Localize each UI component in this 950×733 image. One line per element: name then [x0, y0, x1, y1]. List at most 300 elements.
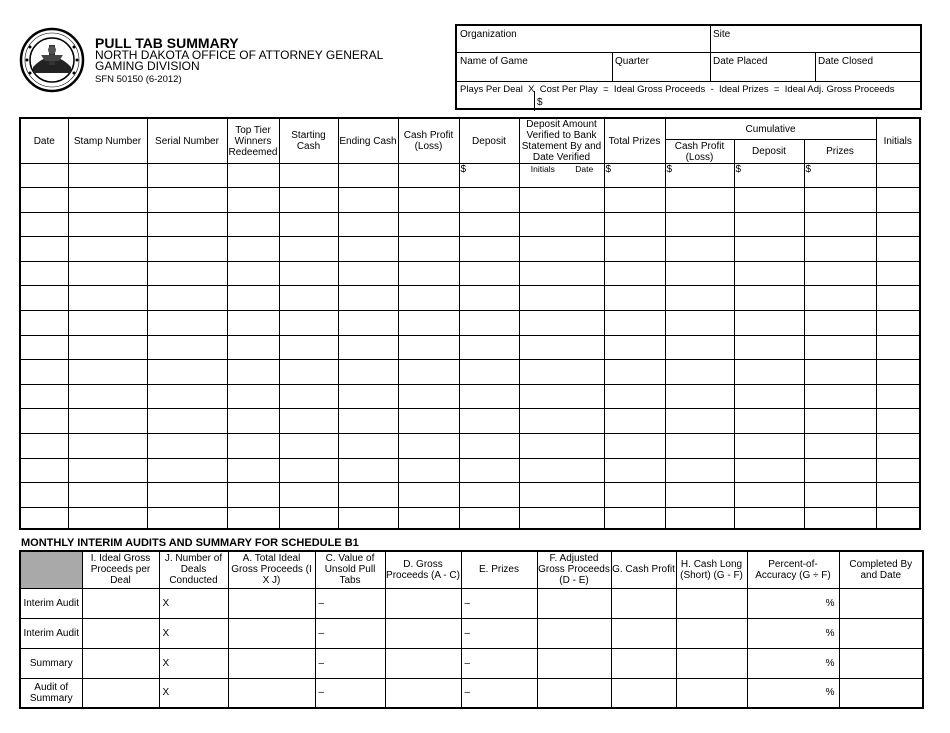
entry-cell[interactable] — [604, 507, 665, 529]
entry-cell[interactable] — [279, 458, 338, 483]
audit-entry-cell[interactable] — [676, 678, 747, 708]
audit-mark: – — [318, 597, 325, 609]
entry-cell[interactable] — [665, 360, 734, 385]
col-cumulative: Cumulative — [665, 118, 876, 140]
audit-entry-cell[interactable] — [839, 618, 923, 648]
entry-cell[interactable] — [519, 261, 604, 286]
table-row — [20, 261, 920, 286]
entry-cell[interactable] — [876, 237, 920, 262]
entry-cell[interactable] — [459, 212, 519, 237]
audit-entry-cell[interactable] — [611, 678, 676, 708]
entry-cell[interactable] — [338, 188, 398, 213]
entry-cell[interactable] — [519, 237, 604, 262]
entry-cell[interactable] — [804, 483, 876, 508]
entry-cell[interactable] — [68, 433, 147, 458]
entry-cell[interactable] — [227, 483, 279, 508]
entry-cell[interactable] — [459, 483, 519, 508]
audit-entry-cell[interactable] — [159, 618, 228, 648]
entry-cell[interactable] — [68, 261, 147, 286]
entry-cell[interactable] — [279, 261, 338, 286]
entry-cell[interactable] — [20, 286, 68, 311]
entry-cell[interactable] — [398, 310, 459, 335]
form-title: PULL TAB SUMMARY — [95, 35, 239, 51]
entry-cell[interactable] — [459, 261, 519, 286]
entry-cell[interactable] — [227, 310, 279, 335]
state-seal-icon — [19, 27, 85, 93]
entry-cell[interactable] — [876, 261, 920, 286]
entry-cell[interactable] — [604, 237, 665, 262]
entry-cell[interactable] — [20, 507, 68, 529]
entry-cell[interactable] — [279, 409, 338, 434]
entry-cell[interactable] — [20, 310, 68, 335]
audit-col-header: F. Adjusted Gross Proceeds (D - E) — [537, 551, 611, 588]
cum-cash-profit-cell[interactable]: $ — [665, 164, 734, 188]
entry-cell[interactable] — [398, 335, 459, 360]
entry-cell[interactable] — [665, 384, 734, 409]
entry-cell[interactable] — [279, 483, 338, 508]
entry-cell[interactable] — [398, 483, 459, 508]
entry-cell[interactable] — [665, 409, 734, 434]
entry-cell[interactable] — [876, 409, 920, 434]
entry-cell[interactable] — [68, 458, 147, 483]
entry-cell[interactable] — [734, 507, 804, 529]
audit-entry-cell[interactable] — [385, 678, 461, 708]
date-closed-field[interactable]: Date Closed — [818, 56, 874, 67]
entry-cell[interactable] — [665, 188, 734, 213]
entry-cell[interactable] — [147, 409, 227, 434]
entry-cell[interactable] — [398, 286, 459, 311]
entry-cell[interactable] — [398, 360, 459, 385]
audit-row — [20, 618, 923, 648]
entry-cell[interactable] — [68, 335, 147, 360]
audit-entry-cell[interactable] — [461, 648, 537, 678]
entry-cell[interactable] — [227, 433, 279, 458]
entry-cell[interactable] — [338, 310, 398, 335]
audit-entry-cell[interactable] — [82, 618, 159, 648]
audit-entry-cell[interactable] — [228, 648, 315, 678]
audit-entry-cell[interactable] — [611, 588, 676, 618]
entry-cell[interactable] — [227, 507, 279, 529]
entry-cell[interactable] — [68, 188, 147, 213]
audit-entry-cell[interactable] — [611, 618, 676, 648]
entry-cell[interactable] — [68, 360, 147, 385]
entry-cell[interactable] — [876, 188, 920, 213]
entry-cell[interactable] — [338, 507, 398, 529]
entry-cell[interactable] — [398, 212, 459, 237]
entry-cell[interactable] — [338, 335, 398, 360]
entry-cell[interactable] — [338, 237, 398, 262]
entry-cell[interactable] — [147, 335, 227, 360]
entry-cell[interactable] — [604, 360, 665, 385]
entry-cell[interactable] — [665, 483, 734, 508]
audit-mark: % — [825, 657, 835, 669]
entry-cell[interactable] — [20, 164, 68, 188]
audit-entry-cell[interactable] — [82, 648, 159, 678]
entry-cell[interactable] — [279, 237, 338, 262]
entry-cell[interactable] — [147, 384, 227, 409]
entry-cell[interactable] — [665, 286, 734, 311]
entry-cell[interactable] — [147, 188, 227, 213]
entry-cell[interactable] — [279, 286, 338, 311]
entry-cell[interactable] — [604, 261, 665, 286]
entry-cell[interactable] — [279, 384, 338, 409]
audit-entry-cell[interactable] — [747, 618, 839, 648]
entry-cell[interactable] — [338, 360, 398, 385]
entry-cell[interactable] — [804, 286, 876, 311]
audit-row — [20, 588, 923, 618]
entry-cell[interactable] — [147, 212, 227, 237]
entry-cell[interactable] — [459, 335, 519, 360]
audit-entry-cell[interactable] — [385, 648, 461, 678]
audit-entry-cell[interactable] — [537, 618, 611, 648]
entry-cell[interactable] — [227, 384, 279, 409]
table-row — [20, 310, 920, 335]
entry-cell[interactable] — [279, 360, 338, 385]
entry-cell[interactable] — [604, 335, 665, 360]
audit-entry-cell[interactable] — [82, 588, 159, 618]
entry-cell[interactable] — [665, 261, 734, 286]
audit-section-title: MONTHLY INTERIM AUDITS AND SUMMARY FOR SCHEDULE B1 — [21, 537, 359, 549]
entry-cell[interactable] — [519, 458, 604, 483]
entry-cell[interactable] — [147, 310, 227, 335]
audit-entry-cell[interactable] — [676, 588, 747, 618]
entry-cell[interactable] — [459, 409, 519, 434]
audit-mark: – — [318, 627, 325, 639]
entry-cell[interactable] — [20, 188, 68, 213]
entry-cell[interactable] — [804, 212, 876, 237]
entry-cell[interactable] — [227, 286, 279, 311]
entry-cell[interactable] — [68, 286, 147, 311]
entry-cell[interactable] — [519, 483, 604, 508]
entry-cell[interactable] — [20, 483, 68, 508]
organization-field[interactable]: Organization — [460, 29, 517, 40]
entry-cell[interactable] — [519, 384, 604, 409]
entry-cell[interactable] — [519, 409, 604, 434]
col-stamp-number: Stamp Number — [68, 118, 147, 164]
entry-cell[interactable] — [20, 360, 68, 385]
entry-cell[interactable] — [20, 384, 68, 409]
entry-cell[interactable] — [519, 335, 604, 360]
entry-cell[interactable] — [804, 310, 876, 335]
audit-table — [19, 550, 924, 709]
entry-cell[interactable] — [398, 433, 459, 458]
entry-cell[interactable] — [398, 384, 459, 409]
audit-entry-cell[interactable] — [839, 588, 923, 618]
entry-cell[interactable] — [604, 384, 665, 409]
entry-cell[interactable] — [20, 409, 68, 434]
audit-entry-cell[interactable] — [315, 678, 385, 708]
entry-cell[interactable] — [876, 164, 920, 188]
audit-entry-cell[interactable] — [315, 588, 385, 618]
entry-cell[interactable] — [876, 433, 920, 458]
info-box — [455, 24, 922, 110]
table-row — [20, 360, 920, 385]
audit-col-header: J. Number of Deals Conducted — [159, 551, 228, 588]
entry-cell[interactable] — [734, 286, 804, 311]
entry-cell[interactable] — [604, 483, 665, 508]
entry-cell[interactable] — [20, 458, 68, 483]
entry-cell[interactable] — [279, 310, 338, 335]
audit-entry-cell[interactable] — [159, 648, 228, 678]
entry-cell[interactable] — [398, 458, 459, 483]
entry-cell[interactable] — [398, 507, 459, 529]
entry-cell[interactable] — [459, 433, 519, 458]
entry-cell[interactable] — [398, 409, 459, 434]
cum-prizes-cell[interactable]: $ — [804, 164, 876, 188]
entry-cell[interactable] — [338, 409, 398, 434]
entry-cell[interactable] — [519, 507, 604, 529]
entry-cell[interactable] — [734, 360, 804, 385]
entry-cell[interactable] — [519, 188, 604, 213]
audit-entry-cell[interactable] — [676, 618, 747, 648]
table-row — [20, 164, 920, 188]
audit-entry-cell[interactable] — [747, 588, 839, 618]
entry-cell[interactable] — [279, 507, 338, 529]
entry-cell[interactable] — [734, 212, 804, 237]
entry-cell[interactable] — [147, 286, 227, 311]
audit-entry-cell[interactable] — [461, 618, 537, 648]
entry-cell[interactable] — [876, 286, 920, 311]
entry-cell[interactable] — [227, 261, 279, 286]
entry-cell[interactable] — [338, 433, 398, 458]
audit-entry-cell[interactable] — [537, 648, 611, 678]
entry-cell[interactable] — [338, 164, 398, 188]
audit-mark: X — [162, 687, 170, 699]
audit-entry-cell[interactable] — [839, 648, 923, 678]
entry-cell[interactable] — [68, 483, 147, 508]
audit-col-header: D. Gross Proceeds (A - C) — [385, 551, 461, 588]
entry-cell[interactable] — [20, 261, 68, 286]
cum-deposit-cell[interactable]: $ — [734, 164, 804, 188]
agency-name: NORTH DAKOTA OFFICE OF ATTORNEY GENERAL GAMING DIVISION — [95, 48, 384, 73]
entry-cell[interactable] — [665, 310, 734, 335]
entry-cell[interactable] — [604, 409, 665, 434]
entry-cell[interactable] — [734, 261, 804, 286]
entry-cell[interactable] — [665, 507, 734, 529]
entry-cell[interactable] — [398, 261, 459, 286]
entry-cell[interactable] — [338, 483, 398, 508]
col-ending-cash: Ending Cash — [338, 118, 398, 164]
col-cum-deposit: Deposit — [734, 140, 804, 164]
audit-entry-cell[interactable] — [82, 678, 159, 708]
audit-entry-cell[interactable] — [159, 588, 228, 618]
entry-cell[interactable] — [227, 164, 279, 188]
entry-cell[interactable] — [604, 188, 665, 213]
audit-entry-cell[interactable] — [747, 678, 839, 708]
entry-cell[interactable] — [459, 458, 519, 483]
audit-entry-cell[interactable] — [839, 678, 923, 708]
audit-row-label: Summary — [20, 648, 82, 678]
col-cum-prizes: Prizes — [804, 140, 876, 164]
entry-cell[interactable] — [804, 261, 876, 286]
entry-cell[interactable] — [604, 433, 665, 458]
entry-cell[interactable] — [876, 483, 920, 508]
entry-cell[interactable] — [804, 507, 876, 529]
audit-entry-cell[interactable] — [228, 588, 315, 618]
entry-cell[interactable] — [147, 433, 227, 458]
entry-cell[interactable] — [147, 507, 227, 529]
audit-mark: % — [825, 597, 835, 609]
entry-cell[interactable] — [734, 237, 804, 262]
entry-cell[interactable] — [68, 409, 147, 434]
entry-cell[interactable] — [876, 384, 920, 409]
table-row — [20, 286, 920, 311]
entry-cell[interactable] — [459, 286, 519, 311]
audit-entry-cell[interactable] — [537, 678, 611, 708]
entry-cell[interactable] — [227, 237, 279, 262]
entry-cell[interactable] — [876, 310, 920, 335]
entry-cell[interactable] — [665, 237, 734, 262]
entry-cell[interactable] — [804, 237, 876, 262]
entry-cell[interactable] — [876, 360, 920, 385]
audit-entry-cell[interactable] — [537, 588, 611, 618]
entry-cell[interactable] — [459, 188, 519, 213]
audit-entry-cell[interactable] — [228, 618, 315, 648]
col-serial-number: Serial Number — [147, 118, 227, 164]
entry-cell[interactable] — [338, 286, 398, 311]
entry-cell[interactable] — [279, 335, 338, 360]
entry-cell[interactable] — [68, 384, 147, 409]
entry-cell[interactable] — [604, 310, 665, 335]
entry-cell[interactable] — [804, 335, 876, 360]
entry-cell[interactable] — [734, 384, 804, 409]
entry-cell[interactable] — [665, 433, 734, 458]
name-of-game-field[interactable]: Name of Game — [460, 56, 528, 67]
audit-col-header: I. Ideal Gross Proceeds per Deal — [82, 551, 159, 588]
table-row — [20, 384, 920, 409]
entry-cell[interactable] — [665, 458, 734, 483]
entry-cell[interactable] — [734, 310, 804, 335]
entry-cell[interactable] — [804, 360, 876, 385]
audit-entry-cell[interactable] — [159, 678, 228, 708]
entry-cell[interactable] — [227, 458, 279, 483]
entry-cell[interactable] — [519, 433, 604, 458]
entry-cell[interactable] — [338, 384, 398, 409]
entry-cell[interactable] — [338, 458, 398, 483]
entry-cell[interactable] — [68, 237, 147, 262]
audit-mark: % — [825, 627, 835, 639]
entry-cell[interactable] — [398, 237, 459, 262]
entry-cell[interactable] — [68, 164, 147, 188]
table-row — [20, 335, 920, 360]
audit-col-header: H. Cash Long (Short) (G - F) — [676, 551, 747, 588]
entry-cell[interactable] — [734, 409, 804, 434]
entry-cell[interactable] — [227, 409, 279, 434]
entry-cell[interactable] — [279, 164, 338, 188]
entry-cell[interactable] — [876, 458, 920, 483]
entry-cell[interactable] — [519, 212, 604, 237]
audit-mark: – — [318, 687, 325, 699]
form-number: SFN 50150 (6-2012) — [95, 74, 182, 85]
audit-entry-cell[interactable] — [611, 648, 676, 678]
entry-cell[interactable] — [734, 188, 804, 213]
entry-cell[interactable] — [279, 188, 338, 213]
entry-cell[interactable] — [665, 212, 734, 237]
entry-cell[interactable] — [459, 384, 519, 409]
entry-cell[interactable] — [519, 286, 604, 311]
entry-cell[interactable] — [459, 310, 519, 335]
quarter-field[interactable]: Quarter — [615, 56, 649, 67]
entry-cell[interactable] — [227, 335, 279, 360]
entry-cell[interactable] — [147, 483, 227, 508]
audit-col-header: C. Value of Unsold Pull Tabs — [315, 551, 385, 588]
entry-cell[interactable] — [459, 360, 519, 385]
entry-cell[interactable] — [227, 188, 279, 213]
audit-entry-cell[interactable] — [385, 618, 461, 648]
entry-cell[interactable] — [68, 212, 147, 237]
entry-cell[interactable] — [20, 433, 68, 458]
entry-cell[interactable] — [227, 360, 279, 385]
audit-mark: X — [162, 627, 170, 639]
entry-cell[interactable] — [398, 164, 459, 188]
entry-cell[interactable] — [147, 261, 227, 286]
entry-cell[interactable] — [876, 212, 920, 237]
audit-entry-cell[interactable] — [385, 588, 461, 618]
entry-cell[interactable] — [68, 507, 147, 529]
entry-cell[interactable] — [147, 237, 227, 262]
audit-row — [20, 678, 923, 708]
entry-cell[interactable] — [604, 458, 665, 483]
entry-cell[interactable] — [804, 458, 876, 483]
entry-cell[interactable] — [804, 384, 876, 409]
audit-entry-cell[interactable] — [461, 588, 537, 618]
entry-cell[interactable] — [665, 335, 734, 360]
date-placed-field[interactable]: Date Placed — [713, 56, 768, 67]
entry-cell[interactable] — [459, 237, 519, 262]
entry-cell[interactable] — [734, 335, 804, 360]
entry-cell[interactable] — [279, 433, 338, 458]
entry-cell[interactable] — [338, 261, 398, 286]
entry-cell[interactable] — [338, 212, 398, 237]
entry-cell[interactable] — [804, 433, 876, 458]
entry-cell[interactable] — [147, 360, 227, 385]
entry-cell[interactable] — [398, 188, 459, 213]
deposit-cell[interactable]: $ — [459, 164, 519, 188]
entry-cell[interactable] — [20, 335, 68, 360]
entry-cell[interactable] — [734, 458, 804, 483]
audit-mark: X — [162, 657, 170, 669]
audit-entry-cell[interactable] — [676, 648, 747, 678]
entry-cell[interactable] — [68, 310, 147, 335]
entry-cell[interactable] — [604, 212, 665, 237]
entry-cell[interactable] — [519, 360, 604, 385]
entry-cell[interactable] — [734, 433, 804, 458]
entry-cell[interactable] — [147, 458, 227, 483]
total-prizes-cell[interactable]: $ — [604, 164, 665, 188]
entry-cell[interactable] — [804, 409, 876, 434]
entry-cell[interactable] — [20, 212, 68, 237]
audit-entry-cell[interactable] — [315, 618, 385, 648]
col-date: Date — [20, 118, 68, 164]
audit-entry-cell[interactable] — [461, 678, 537, 708]
audit-entry-cell[interactable] — [228, 678, 315, 708]
site-field[interactable]: Site — [713, 29, 731, 40]
audit-entry-cell[interactable] — [315, 648, 385, 678]
entry-cell[interactable] — [20, 237, 68, 262]
entry-cell[interactable] — [459, 507, 519, 529]
entry-cell[interactable] — [734, 483, 804, 508]
entry-cell[interactable] — [876, 507, 920, 529]
entry-cell[interactable] — [876, 335, 920, 360]
verified-cell[interactable]: Initials Date — [519, 164, 604, 188]
entry-cell[interactable] — [604, 286, 665, 311]
audit-entry-cell[interactable] — [747, 648, 839, 678]
entry-cell[interactable] — [279, 212, 338, 237]
entry-cell[interactable] — [227, 212, 279, 237]
entry-cell[interactable] — [147, 164, 227, 188]
entry-cell[interactable] — [804, 188, 876, 213]
entry-cell[interactable] — [519, 310, 604, 335]
